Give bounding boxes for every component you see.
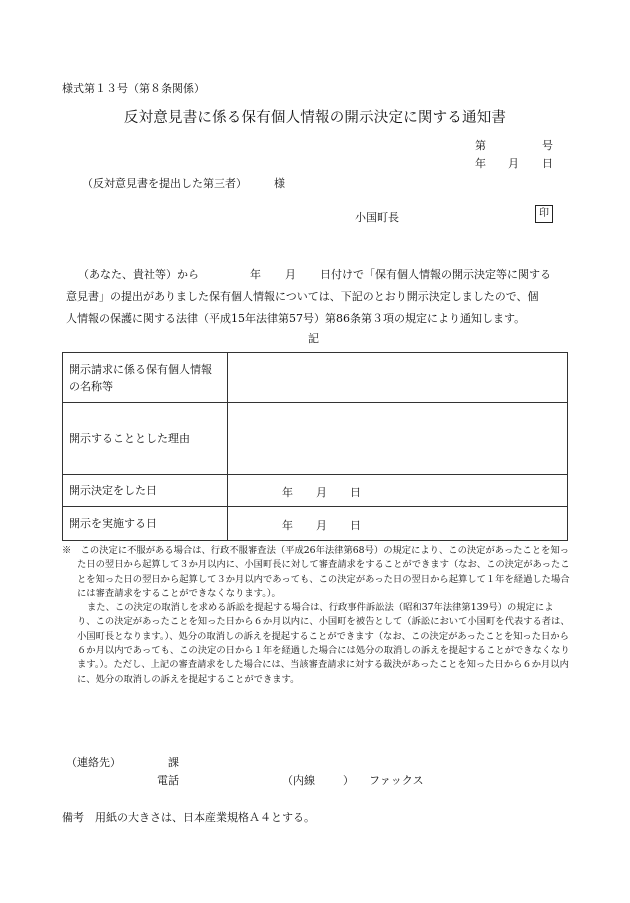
row-label-decision-date: 開示決定をした日	[63, 475, 228, 507]
contact-label: （連絡先）	[66, 756, 121, 769]
decision-month: 月	[316, 486, 327, 499]
form-number: 様式第１３号（第８条関係）	[62, 82, 205, 95]
row-value-reason	[228, 403, 568, 475]
contact-naisen: （内線	[282, 774, 315, 787]
row-label-disclosure-date: 開示を実施する日	[63, 507, 228, 541]
contact-tel: 電話	[157, 774, 179, 787]
doc-number-go: 号	[542, 139, 553, 152]
table-row	[63, 475, 568, 507]
ki-heading: 記	[308, 332, 319, 345]
date-day: 日	[542, 157, 553, 170]
notes-section	[62, 544, 570, 687]
row-label-info-name-line2: の名称等	[69, 379, 113, 393]
recipient-label: （反対意見書を提出した第三者）	[82, 177, 247, 190]
date-month: 月	[508, 157, 519, 170]
body-line1-rest: 日付けで「保有個人情報の開示決定等に関する	[320, 268, 551, 281]
remark: 備考 用紙の大きさは、日本産業規格Ａ４とする。	[62, 811, 315, 824]
date-year: 年	[475, 157, 486, 170]
sender-name: 小国町長	[355, 211, 399, 224]
decision-day: 日	[350, 486, 361, 499]
page-title: 反対意見書に係る保有個人情報の開示決定に関する通知書	[123, 110, 507, 126]
note-paragraph-2: また、この決定の取消しを求める訴訟を提起する場合は、行政事件訴訟法（昭和37年法律第139号）の規定により、この決定があったことを知った日から６か月以内に、小国町を被告として（訴訟において小国町を代表する者は、小国町長となります。）、処分の取消しの訴えを提起することができます（なお、この決定があったことを知った日から６か月以内であっても、この決定の日から１年を経過した場合には処分の取消しの訴えを提起することができなくなります。）。ただし、上記の審査請求をした場合には、当該審査請求に対する裁決があったことを知った日から６か月以内に、処分の取消しの訴えを提起することができます。	[77, 602, 570, 685]
contact-fax: ファックス	[369, 774, 424, 787]
row-label-info-name-line1: 開示請求に係る保有個人情報	[69, 362, 212, 376]
table-row	[63, 353, 568, 403]
row-value-decision-date	[228, 475, 568, 507]
table-row	[63, 403, 568, 475]
body-line2: 意見書」の提出がありました保有個人情報については、下記のとおり開示決定しましたので、個	[66, 290, 539, 303]
contact-ka: 課	[168, 756, 179, 769]
contact-close-paren: ）	[343, 774, 354, 787]
row-label-reason: 開示することとした理由	[63, 403, 228, 475]
note-paragraph-1	[62, 544, 570, 601]
doc-number-dai: 第	[475, 139, 486, 152]
note-text-1: この決定に不服がある場合は、行政不服審査法（平成26年法律第68号）の規定により、この決定があったことを知った日の翌日から起算して３か月以内に、小国町長に対して審査請求をすることができます（なお、この決定があったことを知った日の翌日から起算して３か月以内であっても、この決定があった日の翌日から起算して１年を経過した場合には審査請求をすることができなくなります。）。	[77, 545, 570, 599]
disclosure-year: 年	[282, 519, 293, 532]
row-value-disclosure-date	[228, 507, 568, 541]
disclosure-day: 日	[350, 519, 361, 532]
body-line3: 人情報の保護に関する法律（平成15年法律第57号）第86条第３項の規定により通知します。	[66, 312, 526, 325]
detail-table	[62, 352, 568, 541]
body-line1-month: 月	[285, 268, 296, 281]
table-row	[63, 507, 568, 541]
body-line1-year: 年	[250, 268, 261, 281]
body-line1-from: （あなた、貴社等）から	[78, 268, 199, 281]
recipient-sama: 様	[274, 177, 285, 190]
seal-mark: 印	[535, 205, 553, 223]
row-value-info-name	[228, 353, 568, 403]
decision-year: 年	[282, 486, 293, 499]
row-label-info-name	[63, 353, 228, 403]
disclosure-month: 月	[316, 519, 327, 532]
body-paragraph	[66, 264, 571, 330]
note-mark: ※	[62, 545, 72, 556]
